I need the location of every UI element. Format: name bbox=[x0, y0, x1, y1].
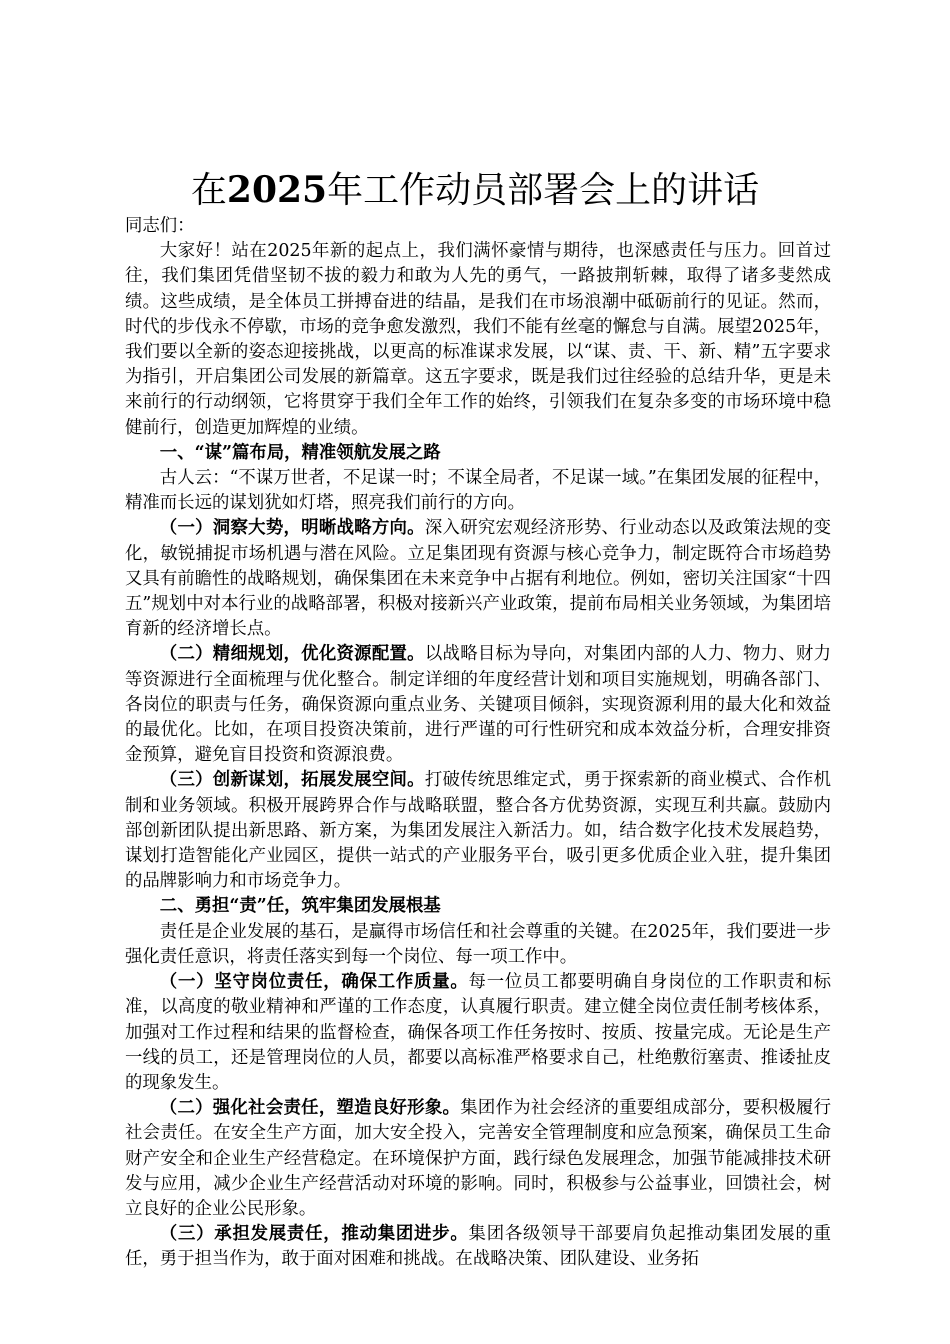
subsection-1-2-text: 以战略目标为导向，对集团内部的人力、物力、财力等资源进行全面梳理与优化整合。制定详细的年度经营计划和项目实施规划，明确各部门、各岗位的职责与任务，确保资源向重点业务、关键项目倾斜，实现资源利用的最大化和效益的最优化。比如，在项目投资决策前，进行严谨的可行性研究和成本效益分析，合理安排资金预算，避免盲目投资和资源浪费。 bbox=[125, 644, 831, 766]
subsection-1-3 bbox=[125, 768, 831, 894]
section-heading-2: 二、勇担“责”任，筑牢集团发展根基 bbox=[159, 896, 441, 917]
subsection-2-2 bbox=[125, 1096, 831, 1222]
title-year: 2025 bbox=[226, 169, 328, 211]
subsection-1-1 bbox=[125, 516, 831, 642]
subsection-2-3-text: 集团各级领导干部要肩负起推动集团发展的重任，勇于担当作为，敢于面对困难和挑战。在战略决策、团队建设、业务拓 bbox=[125, 1224, 831, 1270]
page-title bbox=[0, 168, 950, 213]
subsection-1-1-lead: （一）洞察大势，明晰战略方向。 bbox=[159, 518, 425, 539]
section-heading-1: 一、“谋”篇布局，精准领航发展之路 bbox=[159, 442, 441, 463]
subsection-2-1 bbox=[125, 970, 831, 1096]
subsection-2-1-text: 每一位员工都要明确自身岗位的工作职责和标准，以高度的敬业精神和严谨的工作态度，认真履行职责。建立健全岗位责任制考核体系，加强对工作过程和结果的监督检查，确保各项工作任务按时、按质、按量完成。无论是生产一线的员工，还是管理岗位的人员，都要以高标准严格要求自己，杜绝敷衍塞责、推诿扯皮的现象发生。 bbox=[125, 972, 831, 1093]
title-suffix: 年工作动员部署会上的讲话 bbox=[327, 170, 760, 211]
subsection-2-2-lead: （二）强化社会责任，塑造良好形象。 bbox=[159, 1098, 461, 1119]
subsection-1-3-text: 打破传统思维定式，勇于探索新的商业模式、合作机制和业务领域。积极开展跨界合作与战略联盟，整合各方优势资源，实现互利共赢。鼓励内部创新团队提出新思路、新方案，为集团发展注入新活力。如，结合数字化技术发展趋势，谋划打造智能化产业园区，提供一站式的产业服务平台，吸引更多优质企业入驻，提升集团的品牌影响力和市场竞争力。 bbox=[125, 770, 831, 892]
subsection-2-3-lead: （三）承担发展责任，推动集团进步。 bbox=[159, 1224, 469, 1245]
document-body bbox=[125, 214, 831, 1273]
subsection-2-1-lead: （一）坚守岗位责任，确保工作质量。 bbox=[159, 972, 469, 993]
salutation: 同志们： bbox=[125, 216, 195, 236]
subsection-2-2-text: 集团作为社会经济的重要组成部分，要积极履行社会责任。在安全生产方面，加大安全投入，完善安全管理制度和应急预案，确保员工生命财产安全和企业生产经营稳定。在环境保护方面，践行绿色发展理念，加强节能减排技术研发与应用，减少企业生产经营活动对环境的影响。同时，积极参与公益事业，回馈社会，树立良好的企业公民形象。 bbox=[125, 1098, 831, 1219]
paragraph-intro: 大家好！站在2025年新的起点上，我们满怀豪情与期待，也深感责任与压力。回首过往，我们集团凭借坚韧不拔的毅力和敢为人先的勇气，一路披荆斩棘，取得了诸多斐然成绩。这些成绩，是全体员工拼搏奋进的结晶，是我们在市场浪潮中砥砺前行的见证。然而，时代的步伐永不停歇，市场的竞争愈发激烈，我们不能有丝毫的懈怠与自满。展望2025年，我们要以全新的姿态迎接挑战，以更高的标准谋求发展，以“谋、责、干、新、精”五字要求为指引，开启集团公司发展的新篇章。这五字要求，既是我们过往经验的总结升华，更是未来前行的行动纲领，它将贯穿于我们全年工作的始终，引领我们在复杂多变的市场环境中稳健前行，创造更加辉煌的业绩。 bbox=[125, 241, 831, 438]
paragraph-section-2-intro: 责任是企业发展的基石，是赢得市场信任和社会尊重的关键。在2025年，我们要进一步强化责任意识，将责任落实到每一个岗位、每一项工作中。 bbox=[125, 921, 831, 967]
subsection-1-2-lead: （二）精细规划，优化资源配置。 bbox=[159, 644, 425, 665]
paragraph-section-1-intro: 古人云：“不谋万世者，不足谋一时；不谋全局者，不足谋一域。”在集团发展的征程中，精准而长远的谋划犹如灯塔，照亮我们前行的方向。 bbox=[125, 468, 831, 514]
subsection-2-3 bbox=[125, 1222, 831, 1272]
subsection-1-1-text: 深入研究宏观经济形势、行业动态以及政策法规的变化，敏锐捕捉市场机遇与潜在风险。立足集团现有资源与核心竞争力，制定既符合市场趋势又具有前瞻性的战略规划，确保集团在未来竞争中占据有利地位。例如，密切关注国家“十四五”规划中对本行业的战略部署，积极对接新兴产业政策，提前布局相关业务领域，为集团培育新的经济增长点。 bbox=[125, 518, 831, 640]
title-prefix: 在 bbox=[190, 170, 227, 211]
subsection-1-2 bbox=[125, 642, 831, 768]
subsection-1-3-lead: （三）创新谋划，拓展发展空间。 bbox=[159, 770, 425, 791]
